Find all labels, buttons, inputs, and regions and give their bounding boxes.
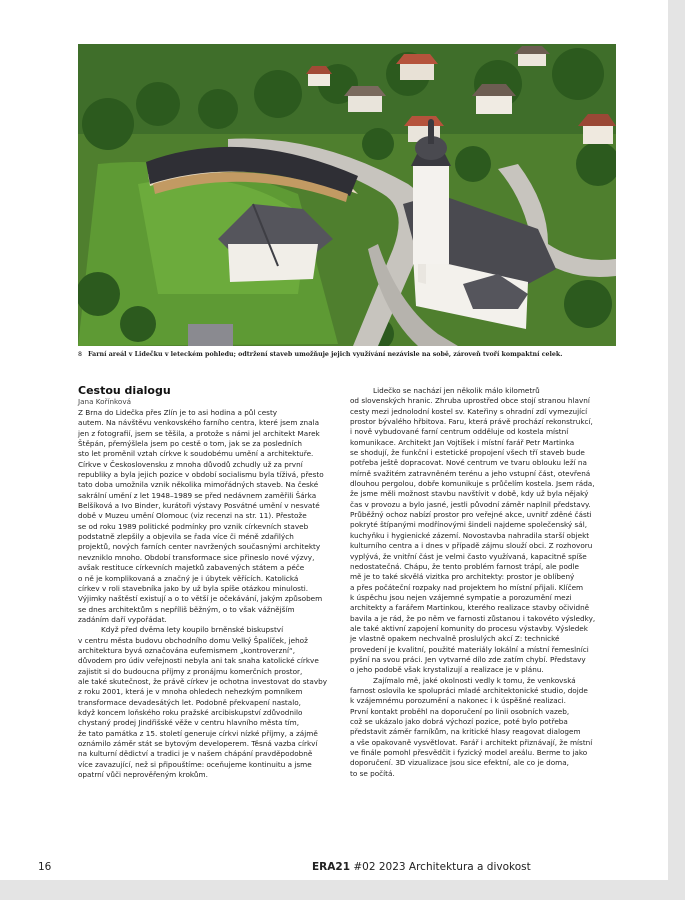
text-line: Církve v Československu z mnoha důvodů zchudly už za první <box>78 459 303 469</box>
text-line: mě je to také skvělá vizitka pro architekty: prostor je oblíbený <box>350 572 575 582</box>
text-line: dlouhou pergolou, dobře komunikuje s průčelím kostela. Jsem ráda, <box>350 479 595 489</box>
text-line: Výjimky naštěstí existují a o to větší je očekávání, jakým způsobem <box>78 594 323 604</box>
text-line: nedostatečná. Chápu, že tento problém farnost trápí, ale podle <box>350 561 579 571</box>
text-line: vyplývá, že vnitřní část je velmi často využívaná, kapacitně spíše <box>350 551 587 561</box>
text-line: Když před dvěma lety koupilo brněnské biskupství <box>78 625 284 635</box>
text-line: je vlastně opakem nechvalně proslulých akcí Z: technické <box>350 634 560 644</box>
text-line: a přes počáteční rozpaky nad projektem ho místní přijali. Klíčem <box>350 582 584 592</box>
text-line: chystaný prodej Jindřišské věže v centru hlavního města tím, <box>78 718 300 728</box>
text-line: představit záměr farníkům, na kritické hlasy reagovat dialogem <box>350 727 581 737</box>
text-line: od slovenských hranic. Zhruba uprostřed obce stojí stranou hlavní <box>350 396 590 406</box>
text-line: o jeho podobě však krystalizují a realizace je v plánu. <box>350 665 544 675</box>
text-line: i nově vybudované farní centrum odděluje od kostela místní <box>350 427 569 437</box>
text-line: církev v roli stavebníka jako by už byla spíše otázkou minulosti. <box>78 583 309 593</box>
text-line: cesty mezi jednolodní kostel sv. Kateřiny s ohradní zdí vymezující <box>350 406 588 416</box>
text-line: prostor bývalého hřbitova. Faru, která právě prochází rekonstrukcí, <box>350 417 593 427</box>
page-edge <box>668 0 685 900</box>
text-line: o ně je komplikovaná a značný je i úbytek věřících. Katolická <box>78 573 299 583</box>
text-line: potřeba ještě dopracovat. Nové centrum ve tvaru oblouku leží na <box>350 458 587 468</box>
figure-caption <box>78 351 638 358</box>
text-line: k úspěchu jsou nejen vzájemné sympatie a porozumění mezi <box>350 592 572 602</box>
article-author: Jana Kořínková <box>78 397 131 406</box>
text-line: důvodem pro údiv veřejnosti nebyla ani tak snaha katolické církve <box>78 656 319 666</box>
text-line: že tato památka z 15. století generuje církvi nízké příjmy, a zájmě <box>78 728 318 738</box>
text-line: jen z fotografií, jsem se těšila, a protože s námi jel architekt Marek <box>78 428 320 438</box>
text-line: transformace devadesátých let. Podobně překvapení nastalo, <box>78 697 301 707</box>
text-line: komunikace. Architekt Jan Vojtíšek i místní farář Petr Martinka <box>350 437 575 447</box>
text-line: na kulturní dědictví a tradici je v našem chápání pravděpodobně <box>78 749 313 759</box>
text-line: kuchyňku i hygienické zázemí. Novostavba nahradila starší objekt <box>350 530 590 540</box>
text-line: projektů, nových farních center navržených současnými architekty <box>78 542 321 552</box>
text-line: První kontakt proběhl na doporučení po linii osobních vazeb, <box>350 706 570 716</box>
text-line: avšak restituce církevních majetků zabavených státem a péče <box>78 563 305 573</box>
text-line: architektura byvá označována eufemismem „kontroverzní“, <box>78 645 296 655</box>
article-column-left <box>78 384 340 780</box>
issue-label: #02 2023 Architektura a divokost <box>353 861 531 873</box>
text-line: se shodují, že funkční i estetické propojení všech tří staveb bude <box>350 448 585 458</box>
text-line: mírně svažitém zatravněném terénu a jeho vstupní část, otevřená <box>350 468 591 478</box>
text-line: Štěpán, přemýšlela jsem po cestě o tom, jak se za posledních <box>78 439 303 449</box>
text-line: ve finále pomohl přesvědčit i fyzický model areálu. Berme to jako <box>350 748 588 758</box>
text-line: když koncem loňského roku pražské arcibiskupství zdůvodnilo <box>78 707 303 717</box>
text-line: Průběžný ochoz nabízí prostor pro veřejné akce, uvnitř zděné části <box>350 510 592 520</box>
aerial-photo <box>78 44 616 346</box>
text-line: k vzájemnému porozumění a nakonec i k úspěšné realizaci. <box>350 696 566 706</box>
text-line: zadáním daří vypořádat. <box>78 614 167 624</box>
text-line: že jsme měli možnost stavbu navštívit v době, kdy už byla nějaký <box>350 489 589 499</box>
text-line: Z Brna do Lidečka přes Zlín je to asi hodina a půl cesty <box>78 408 278 417</box>
text-line: Zajímalo mě, jaké okolnosti vedly k tomu, že venkovská <box>350 675 576 685</box>
text-line: pyšní na svou práci. Jen vytvarné dílo zde zatím chybí. Představy <box>350 654 586 664</box>
text-line: doporučení. 3D vizualizace jsou sice efektní, ale co je doma, <box>350 758 569 768</box>
text-line: kulturního centra a i dnes v případě zájmu slouží obci. Z rozhovoru <box>350 541 593 551</box>
right-paragraphs <box>350 386 626 779</box>
magazine-name: ERA21 <box>312 861 350 873</box>
text-line: ale také aktivní zapojení komunity do procesu výstavby. Výsledek <box>350 623 588 633</box>
text-line: více zavazující, než si připouštíme: oceňujeme kontinuitu a jsme <box>78 759 312 769</box>
text-line: Belšíková a Ivo Binder, kurátoři výstavy Posvátné umění v nesvaté <box>78 501 320 511</box>
text-line: sto let proměnil vztah církve k soudobému umění a architektuře. <box>78 449 314 459</box>
text-line: z roku 2001, která je v mnoha ohledech nehezkým pomníkem <box>78 687 303 697</box>
text-line: a vše opakovaně vysvětlovat. Farář i architekt přiznávají, že místní <box>350 737 593 747</box>
text-line: se dnes architektům s nepříliš běžným, o to však vážnějším <box>78 604 295 614</box>
page-number: 16 <box>38 861 52 873</box>
text-line: Lidečko se nachází jen několik málo kilometrů <box>350 386 540 395</box>
text-line: tato doba umožnila vznik několika mimořádných staveb. Na české <box>78 480 319 490</box>
left-paragraphs <box>78 408 340 780</box>
magazine-footer <box>312 861 531 873</box>
text-line: se od roku 1989 politické podmínky pro vznik církevních staveb <box>78 521 309 531</box>
text-line: provedení je kvalitní, použité materiály lokální a místní řemeslníci <box>350 644 589 654</box>
caption-text: Farní areál v Lidečku v leteckém pohledu; odtržení staveb umožňuje jejich využívání nezávisle na sobě, zároveň tvoří kompaktní celek. <box>88 351 563 358</box>
text-line: oznámilo záměr stát se bytovým developerem. Těsná vazba církví <box>78 739 318 748</box>
text-line: bavila a je rád, že po něm ve farnosti zůstanou i takovéto výsledky, <box>350 613 596 623</box>
text-line: farnost oslovila ke spolupráci mladé architektonické studio, dojde <box>350 685 588 695</box>
text-line: ale také skutečnost, že právě církev je ochotna investovat do stavby <box>78 676 328 686</box>
text-line: opatrní vůči neprověřeným krokům. <box>78 770 208 780</box>
figure-number: 8 <box>78 351 83 358</box>
text-line: sakrální umění z let 1948–1989 se před nedávnem zaměřili Šárka <box>78 490 317 500</box>
text-line: podstatně zlepšily a objevila se řada více či méně zdařilých <box>78 532 294 542</box>
article-column-right <box>350 386 626 779</box>
article-title: Cestou dialogu <box>78 384 171 397</box>
text-line: což se ukázalo jako dobrá výchozí pozice, poté bylo potřeba <box>350 717 568 726</box>
text-line: čas v provozu a bylo jasné, jestli původní záměr naplnil představy. <box>350 499 591 509</box>
text-line: architekty a farářem Martinkou, kterého realizace stavby očividně <box>350 603 590 613</box>
page-edge <box>0 880 685 900</box>
text-line: zajistit si do budoucna příjmy z pronájmu komerčních prostor, <box>78 666 303 676</box>
text-line: autem. Na návštěvu venkovského farního centra, které jsem znala <box>78 418 320 428</box>
text-line: v centru města budovu obchodního domu Velký Špalíček, jehož <box>78 635 308 645</box>
text-line: republiky a byla jejich pozice v období socialismu byla tíživá, přesto <box>78 470 324 480</box>
text-line: pokryté štípanými modřínovými šindeli najdeme společenský sál, <box>350 520 588 530</box>
text-line: nevzniklo mnoho. Období transformace sice přineslo nové výzvy, <box>78 552 315 562</box>
text-line: době v Muzeu umění Olomouc (viz recenzi na str. 11). Přestože <box>78 511 307 521</box>
text-line: to se počítá. <box>350 768 395 778</box>
